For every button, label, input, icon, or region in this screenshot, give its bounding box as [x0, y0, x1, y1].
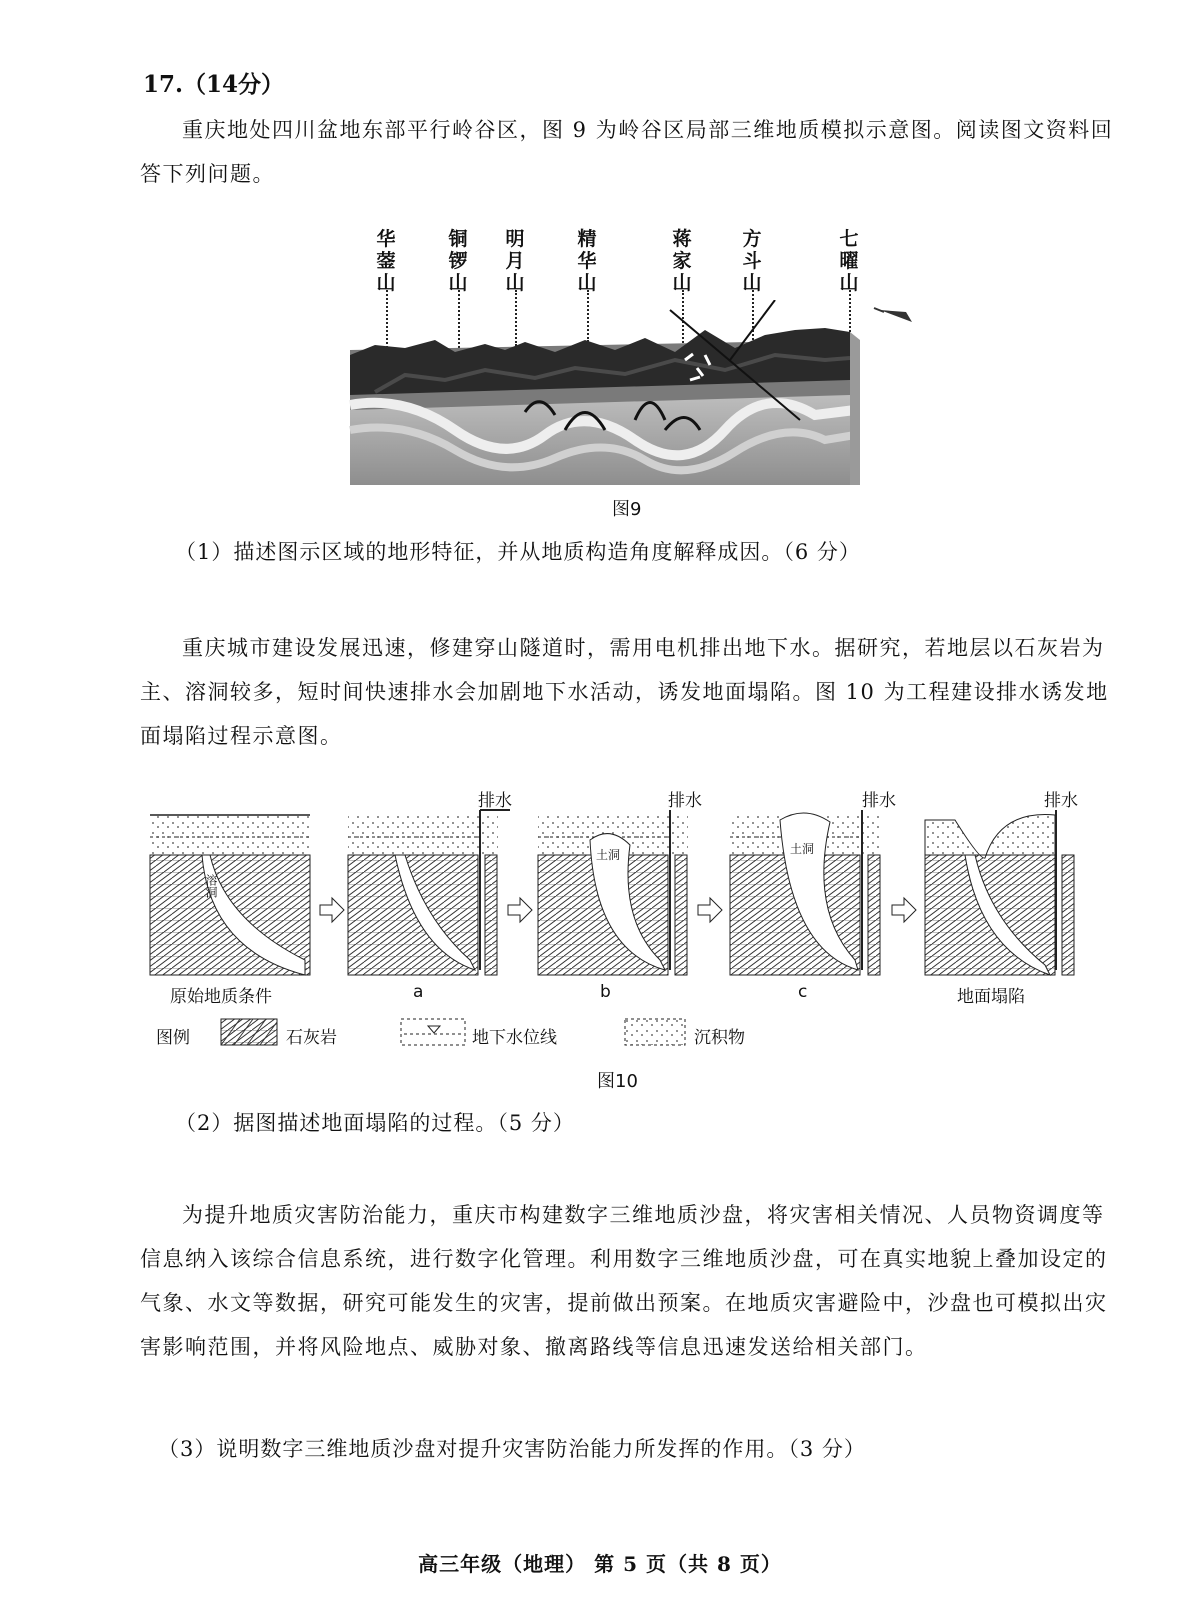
material-paragraph-3: 为提升地质灾害防治能力，重庆市构建数字三维地质沙盘，将灾害相关情况、人员物资调度等信息纳入该综合信息系统，进行数字化管理。利用数字三维地质沙盘，可在真实地貌上叠加设定的气象、水文等数据，研究可能发生的灾害，提前做出预案。在地质灾害避险中，沙盘也可模拟出灾害影响范围，并将风险地点、威胁对象、撤离路线等信息迅速发送给相关部门。 — [140, 1203, 1108, 1359]
sub-question-2: （2）据图描述地面塌陷的过程。（5 分） — [175, 1111, 575, 1135]
figure10-caption: 图10 — [597, 1071, 638, 1092]
page-footer: 高三年级（地理） 第 5 页（共 8 页） — [418, 1552, 782, 1576]
soil-cave-label-b: 土洞 — [596, 848, 621, 862]
mountain-label-jinghua: 精华山 — [577, 228, 597, 294]
legend-watertable: 地下水位线 — [472, 1028, 557, 1048]
panel-label-b: b — [600, 982, 611, 1002]
north-arrow-icon — [872, 300, 922, 330]
panel-collapse — [925, 810, 1074, 975]
soil-cave-label-c: 土洞 — [790, 842, 815, 856]
panel-label-original: 原始地质条件 — [170, 987, 272, 1007]
material-paragraph-2: 重庆城市建设发展迅速，修建穿山隧道时，需用电机排出地下水。据研究，若地层以石灰岩为主、溶洞较多，短时间快速排水会加剧地下水活动，诱发地面塌陷。图 10 为工程建设排水诱发地面塌陷过程示意图。 — [140, 636, 1109, 748]
panel-b — [538, 810, 688, 975]
sub-question-1: （1）描述图示区域的地形特征，并从地质构造角度解释成因。（6 分） — [175, 540, 861, 564]
panel-label-collapse: 地面塌陷 — [957, 987, 1025, 1007]
panel-label-a: a — [413, 982, 424, 1002]
drain-label-b: 排水 — [668, 791, 702, 811]
legend-sediment: 沉积物 — [694, 1028, 745, 1048]
intro-paragraph: 重庆地处四川盆地东部平行岭谷区，图 9 为岭谷区局部三维地质模拟示意图。阅读图文资料回答下列问题。 — [140, 118, 1114, 186]
sub-question-3: （3）说明数字三维地质沙盘对提升灾害防治能力所发挥的作用。（3 分） — [158, 1437, 866, 1461]
panel-label-c: c — [798, 982, 808, 1002]
panel-c — [730, 810, 880, 975]
legend-sediment-swatch — [624, 1018, 688, 1048]
legend-limestone: 石灰岩 — [286, 1028, 337, 1048]
legend-title: 图例 — [156, 1028, 190, 1048]
legend-watertable-swatch — [400, 1018, 466, 1048]
mountain-label-qiyao: 七曜山 — [839, 228, 859, 294]
mountain-label-mingyue: 明月山 — [505, 228, 525, 294]
legend-limestone-swatch — [220, 1018, 280, 1048]
drain-label-a: 排水 — [478, 791, 512, 811]
cave-label: 溶洞 — [204, 874, 218, 898]
mountain-label-fangdou: 方斗山 — [742, 228, 762, 294]
panel-a — [348, 810, 510, 975]
mountain-label-jiangjia: 蒋家山 — [672, 228, 692, 294]
figure9-block-model — [345, 300, 925, 490]
question-number: 17.（14分） — [143, 71, 285, 98]
figure9-caption: 图9 — [612, 499, 642, 520]
drain-label-collapse: 排水 — [1044, 791, 1078, 811]
mountain-label-huaying: 华蓥山 — [376, 228, 396, 294]
drain-label-c: 排水 — [862, 791, 896, 811]
panel-original — [150, 815, 310, 975]
mountain-label-tongluo: 铜锣山 — [448, 228, 468, 294]
figure10-diagram — [140, 800, 1100, 990]
